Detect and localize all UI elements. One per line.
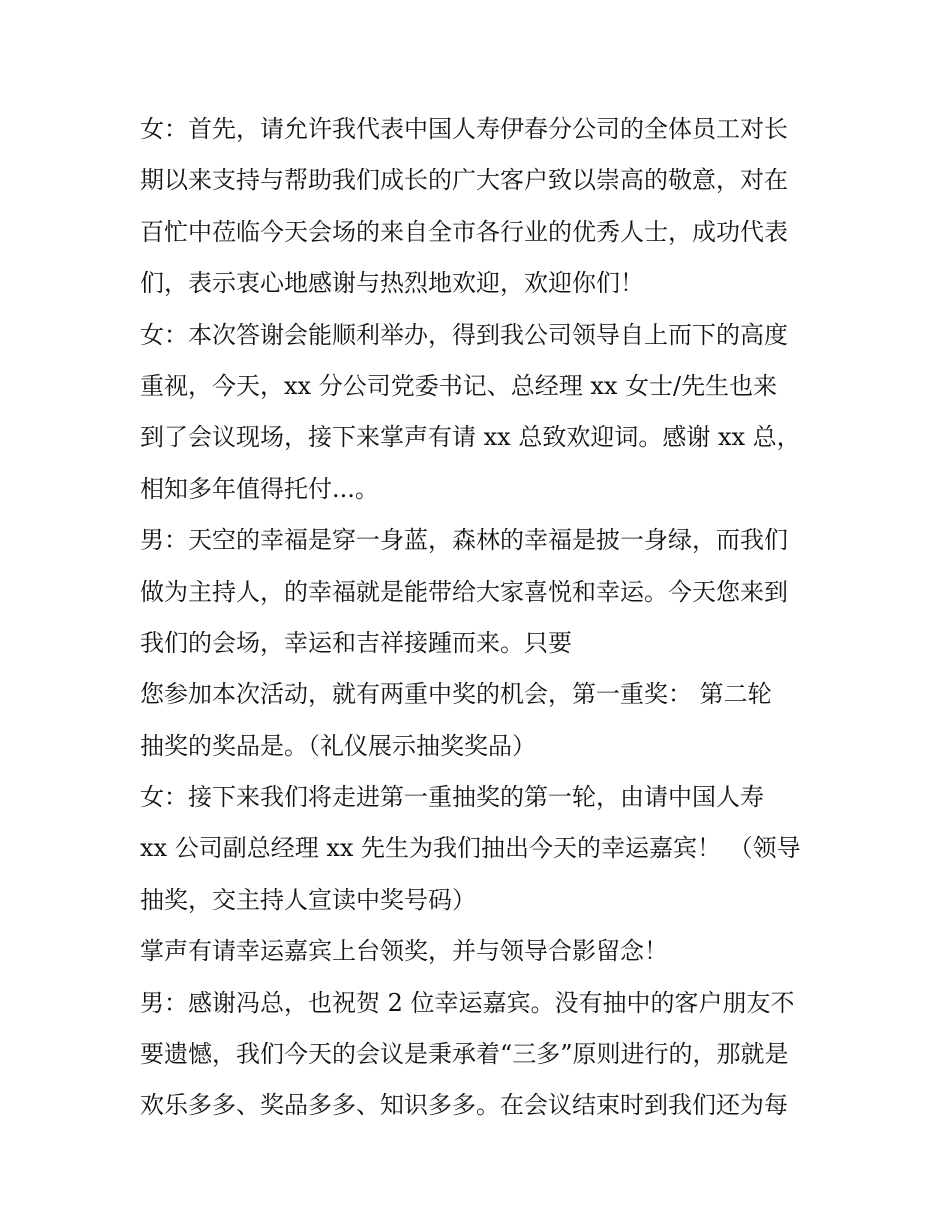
- text-line: 抽奖的奖品是。（礼仪展示抽奖奖品）: [140, 731, 536, 760]
- text-line: 男：天空的幸福是穿一身蓝，森林的幸福是披一身绿，而我们: [140, 526, 788, 555]
- text-line: 要遗憾，我们今天的会议是秉承着“三多”原则进行的，那就是: [140, 1040, 789, 1069]
- text-line: 到了会议现场，接下来掌声有请 xx 总致欢迎词。感谢 xx 总，: [140, 423, 801, 452]
- text-line: 做为主持人，的幸福就是能带给大家喜悦和幸运。今天您来到: [140, 577, 788, 606]
- text-line: 百忙中莅临今天会场的来自全市各行业的优秀人士，成功代表: [140, 217, 788, 246]
- text-line: 期以来支持与帮助我们成长的广大客户致以崇高的敬意，对在: [140, 166, 788, 195]
- text-line: 们，表示衷心地感谢与热烈地欢迎，欢迎你们！: [140, 269, 644, 298]
- text-line: 掌声有请幸运嘉宾上台领奖，并与领导合影留念！: [140, 937, 668, 966]
- text-line: 女：接下来我们将走进第一重抽奖的第一轮，由请中国人寿: [140, 783, 764, 812]
- text-line: 男：感谢冯总，也祝贺 2 位幸运嘉宾。没有抽中的客户朋友不: [140, 988, 795, 1017]
- text-line: xx 公司副总经理 xx 先生为我们抽出今天的幸运嘉宾！ （领导: [140, 834, 801, 863]
- text-line: 您参加本次活动，就有两重中奖的机会，第一重奖： 第二轮: [140, 680, 772, 709]
- text-line: 欢乐多多、奖品多多、知识多多。在会议结束时到我们还为每: [140, 1091, 788, 1120]
- text-line: 女：首先，请允许我代表中国人寿伊春分公司的全体员工对长: [140, 115, 788, 143]
- text-line: 重视，今天，xx 分公司党委书记、总经理 xx 女士/先生也来: [140, 371, 778, 400]
- text-line: 女：本次答谢会能顺利举办，得到我公司领导自上而下的高度: [140, 320, 788, 349]
- text-line: 抽奖，交主持人宣读中奖号码）: [140, 885, 476, 914]
- body-text: [140, 104, 830, 1132]
- text-line: 我们的会场，幸运和吉祥接踵而来。只要: [140, 628, 572, 657]
- text-line: 相知多年值得托付...。: [140, 474, 379, 503]
